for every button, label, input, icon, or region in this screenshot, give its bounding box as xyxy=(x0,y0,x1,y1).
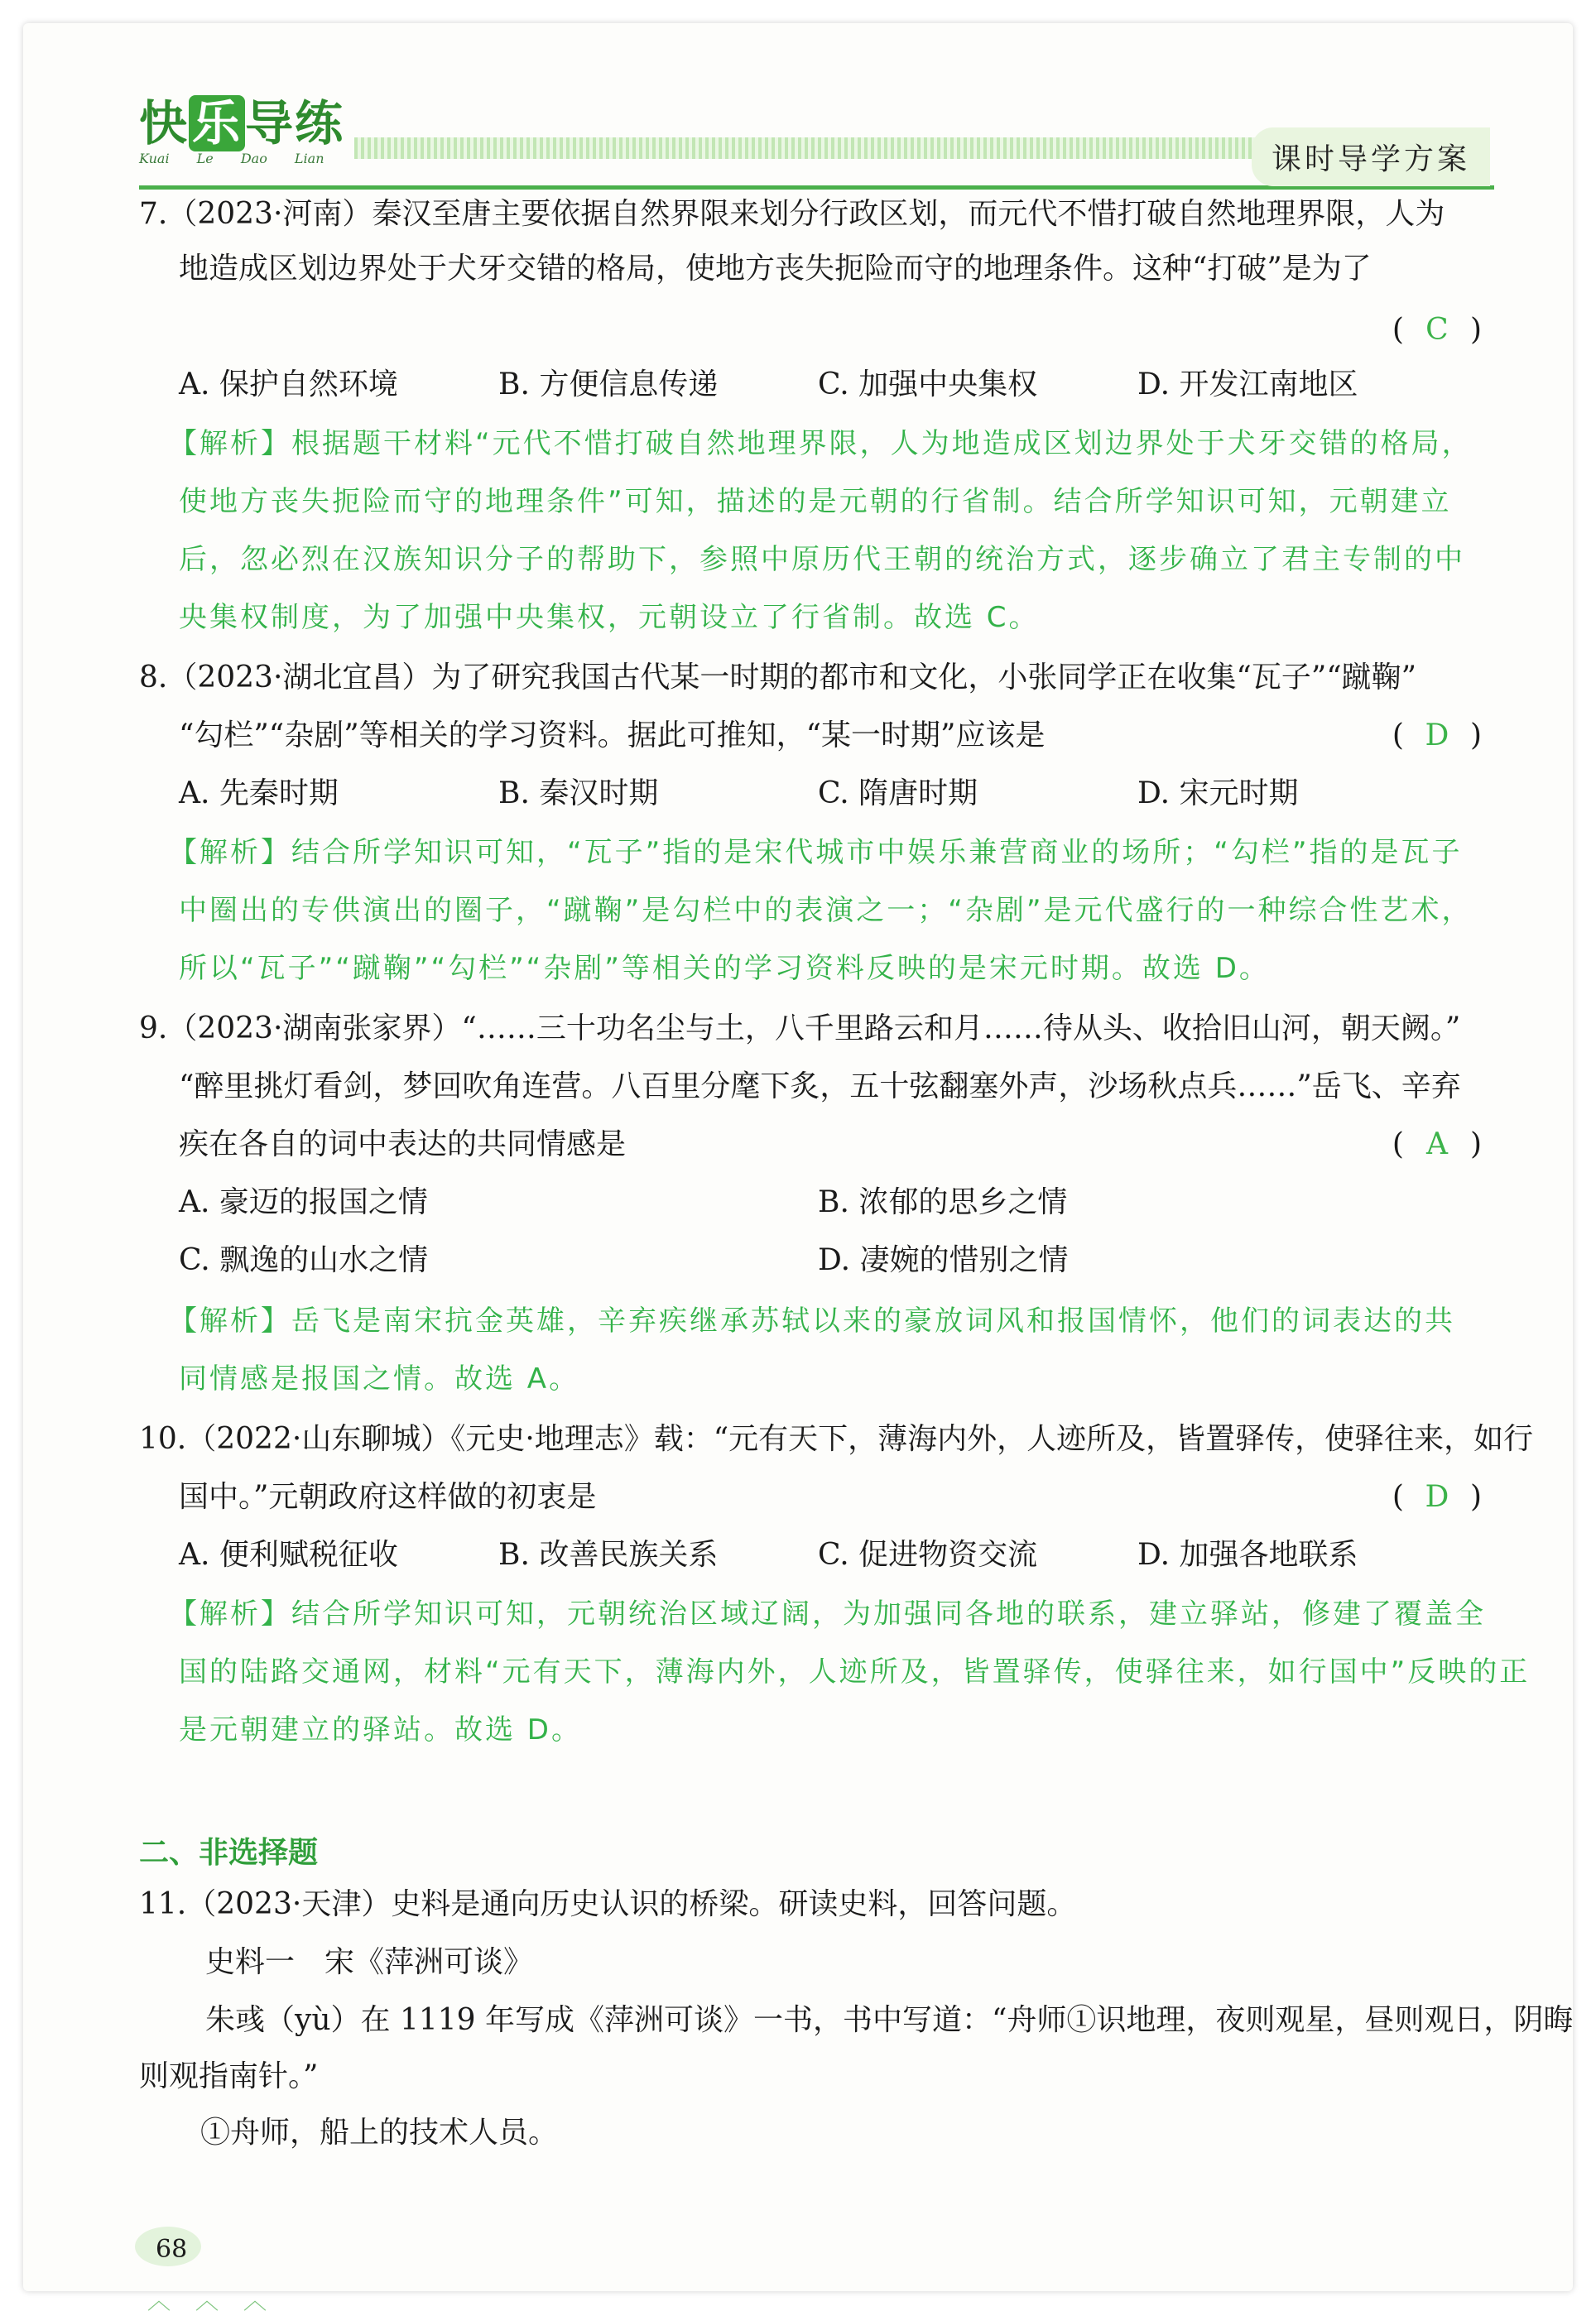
q8-answer-bracket: ( D ) xyxy=(1392,715,1482,757)
brand-pinyin: Kuai Le Dao Lian xyxy=(139,151,324,166)
q11-footnote: ①舟师，船上的技术人员。 xyxy=(200,2116,559,2150)
q9-option-c: C. 飘逸的山水之情 xyxy=(179,1243,429,1277)
q8-explanation-2: 中圈出的专供演出的圈子，“蹴鞠”是勾栏中的表演之一；“杂剧”是元代盛行的一种综合性艺术， xyxy=(179,894,1473,927)
q9-stem-line-3: 疾在各自的词中表达的共同情感是 xyxy=(179,1127,627,1161)
q7-option-d: D. 开发江南地区 xyxy=(1137,368,1358,401)
q8-stem-line-1: 8.（2023·湖北宜昌）为了研究我国古代某一时期的都市和文化，小张同学正在收集“瓦子”“蹴鞠” xyxy=(139,661,1417,694)
workbook-page xyxy=(23,23,1574,2314)
q7-stem-line-2: 地造成区划边界处于犬牙交错的格局，使地方丧失扼险而守的地理条件。这种“打破”是为了 xyxy=(179,252,1372,286)
q7-explanation-1: 【解析】根据题干材料“元代不惜打破自然地理界限，人为地造成区划边界处于犬牙交错的格局， xyxy=(169,427,1473,460)
q7-option-c: C. 加强中央集权 xyxy=(818,368,1038,401)
page-number: 68 xyxy=(156,2235,188,2264)
q8-explanation-1: 【解析】结合所学知识可知，“瓦子”指的是宋代城市中娱乐兼营商业的场所；“勾栏”指的是瓦子 xyxy=(169,836,1463,869)
q10-answer: D xyxy=(1425,1480,1449,1514)
brand-char-2: 乐 xyxy=(189,95,245,151)
q7-answer: C xyxy=(1425,313,1449,347)
q10-option-a: A. 便利赋税征收 xyxy=(179,1538,398,1572)
q8-answer: D xyxy=(1425,718,1449,752)
footer-chevron-icons: ︿︿︿ xyxy=(147,2287,292,2314)
q7-option-a: A. 保护自然环境 xyxy=(179,368,398,401)
q7-explanation-2: 使地方丧失扼险而守的地理条件”可知，描述的是元朝的行省制。结合所学知识可知，元朝建立 xyxy=(179,485,1452,518)
q8-option-b: B. 秦汉时期 xyxy=(498,776,659,810)
q8-option-a: A. 先秦时期 xyxy=(179,776,339,810)
q9-option-d: D. 凄婉的惜别之情 xyxy=(818,1243,1069,1277)
brand-logo xyxy=(139,95,345,166)
q8-stem-line-2: “勾栏”“杂剧”等相关的学习资料。据此可推知，“某一时期”应该是 xyxy=(179,718,1046,752)
q10-stem-line-2: 国中。”元朝政府这样做的初衷是 xyxy=(179,1480,597,1514)
q8-option-c: C. 隋唐时期 xyxy=(818,776,978,810)
q8-explanation-3: 所以“瓦子”“蹴鞠”“勾栏”“杂剧”等相关的学习资料反映的是宋元时期。故选 D。 xyxy=(179,952,1270,985)
q9-answer-bracket: ( A ) xyxy=(1392,1124,1482,1165)
q11-source-title: 史料一 宋《萍洲可谈》 xyxy=(205,1945,534,1979)
q10-answer-bracket: ( D ) xyxy=(1392,1477,1482,1518)
q9-stem-line-2: “醉里挑灯看剑，梦回吹角连营。八百里分麾下炙，五十弦翻塞外声，沙场秋点兵……”岳飞、辛弃 xyxy=(179,1069,1461,1103)
q10-option-b: B. 改善民族关系 xyxy=(498,1538,719,1572)
q9-explanation-2: 同情感是报国之情。故选 A。 xyxy=(179,1362,580,1396)
q11-source-text-2: 则观指南针。” xyxy=(139,2059,319,2093)
q7-explanation-4: 央集权制度，为了加强中央集权，元朝设立了行省制。故选 C。 xyxy=(179,601,1040,634)
q9-option-b: B. 浓郁的思乡之情 xyxy=(818,1185,1068,1219)
page-number-badge xyxy=(139,2235,188,2264)
q7-answer-bracket: ( C ) xyxy=(1392,310,1482,351)
q7-explanation-3: 后，忽必烈在汉族知识分子的帮助下，参照中原历代王朝的统治方式，逐步确立了君主专制的中 xyxy=(179,543,1465,576)
q9-option-a: A. 豪迈的报国之情 xyxy=(179,1185,428,1219)
q11-source-text-1: 朱彧（yù）在 1119 年写成《萍洲可谈》一书，书中写道：“舟师①识地理，夜则观星，昼则观日，阴晦 xyxy=(205,2003,1574,2037)
q8-option-d: D. 宋元时期 xyxy=(1137,776,1299,810)
brand-char-1: 快 xyxy=(139,95,190,151)
q9-explanation-1: 【解析】岳飞是南宋抗金英雄，辛弃疾继承苏轼以来的豪放词风和报国情怀，他们的词表达的共 xyxy=(169,1305,1455,1338)
section-title: 二、非选择题 xyxy=(139,1836,319,1870)
q10-option-c: C. 促进物资交流 xyxy=(818,1538,1038,1572)
q7-stem-line-1: 7.（2023·河南）秦汉至唐主要依据自然界限来划分行政区划，而元代不惜打破自然地理界限，人为 xyxy=(139,197,1445,231)
q10-stem-line-1: 10.（2022·山东聊城）《元史·地理志》载：“元有天下，薄海内外，人迹所及，皆置驿传，使驿往来，如行 xyxy=(139,1422,1534,1456)
section-badge: 课时导学方案 xyxy=(1252,127,1490,186)
q9-stem-line-1: 9.（2023·湖南张家界）“……三十功名尘与土，八千里路云和月……待从头、收拾旧山河，朝天阙。” xyxy=(139,1011,1461,1045)
q10-option-d: D. 加强各地联系 xyxy=(1137,1538,1358,1572)
q10-explanation-2: 国的陆路交通网，材料“元有天下，薄海内外，人迹所及，皆置驿传，使驿往来，如行国中”反映的正 xyxy=(179,1655,1531,1689)
q11-stem: 11.（2023·天津）史料是通向历史认识的桥梁。研读史料，回答问题。 xyxy=(139,1887,1077,1921)
q7-option-b: B. 方便信息传递 xyxy=(498,368,719,401)
q10-explanation-1: 【解析】结合所学知识可知，元朝统治区域辽阔，为加强同各地的联系，建立驿站，修建了覆盖全 xyxy=(169,1598,1486,1631)
q10-explanation-3: 是元朝建立的驿站。故选 D。 xyxy=(179,1713,582,1747)
brand-char-3: 导练 xyxy=(245,95,345,151)
q9-answer: A xyxy=(1425,1127,1448,1161)
